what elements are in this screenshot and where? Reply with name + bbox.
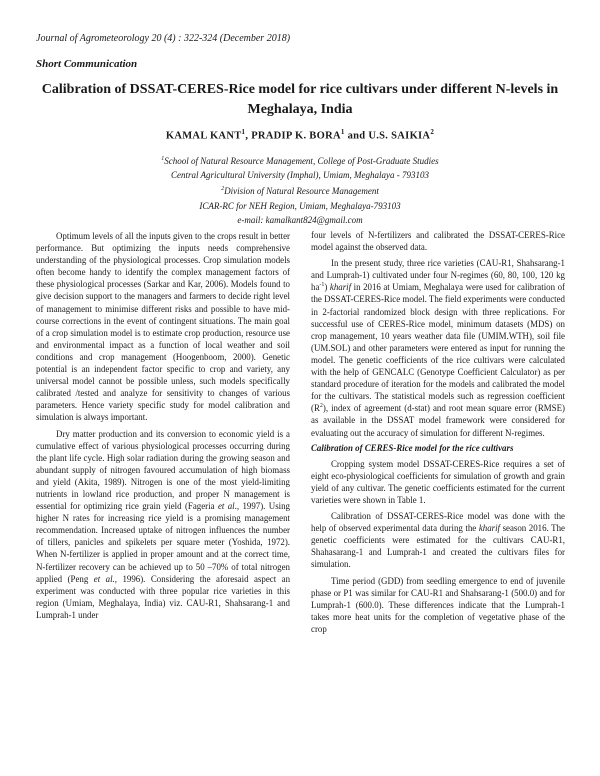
affil-marker: 2 bbox=[221, 186, 225, 193]
italic-run: kharif bbox=[329, 282, 352, 293]
author-affil-marker: 2 bbox=[430, 128, 435, 136]
author-name: KAMAL KANT bbox=[165, 130, 242, 142]
journal-citation: Journal of Agrometeorology 20 (4) : 322-324 (December 2018) bbox=[36, 33, 291, 44]
affiliation-line bbox=[60, 152, 540, 168]
text-run: ) bbox=[324, 282, 330, 293]
italic-run: et al. bbox=[93, 573, 115, 584]
paragraph: four levels of N-fertilizers and calibrated the DSSAT-CERES-Rice model against the observed data. bbox=[311, 230, 565, 253]
paragraph: Optimum levels of all the inputs given to the crops result in better performance. But optimizing the inputs needs comprehensive understanding of the physiological processes. Crop simulation models often become handy to identify the complex management factors of these physiological processes (Sarkar and Kar, 2006). Models found to give decision support to the managers and farmers to decide right level of management to minimise different risks and possible to have mid-course corrections in the event of contingent situations. The main goal of a crop simulation model is to estimate crop production, resource use and environmental impact as a function of local weather and soil conditions and crop management (Hoogenboom, 2000). Genetic potential is an independent factor specific to crop and variety, any universal model cannot be possible unless, such models specifically calibrated /tested and analyze for sensitivity to changes of various parameters. Hence variety specific study for model calibration and simulation is always important. bbox=[36, 231, 290, 423]
text-run: Dry matter production and its conversion to economic yield is a cumulative effect of various physiological processes occurring during the plant life cycle. High solar radiation during the growing season and abundant supply of nitrogen favoured accumulation of high biomass and yield (Akita, 1989). Nitrogen is one of the most yield-limiting nutrients in lowland rice production, and proper N management is essential for optimizing rice grain yield (Fageria bbox=[36, 428, 290, 512]
text-run: Calibration of DSSAT-CERES-Rice model was done with the help of observed experimental data during the bbox=[311, 511, 565, 534]
paragraph bbox=[311, 257, 565, 438]
paper-title: Calibration of DSSAT-CERES-Rice model for rice cultivars under different N-levels in Meghalaya, India bbox=[41, 82, 559, 117]
italic-run: kharif bbox=[478, 523, 501, 534]
paragraph bbox=[311, 510, 565, 570]
text-run: In the present study, three rice varieties (CAU-R1, Shahsarang-1 and Lumprah-1) cultivated under four N-regimes (60, 80, 100, 120 kg ha bbox=[311, 258, 565, 293]
affil-text: Division of Natural Resource Management bbox=[224, 186, 379, 197]
affiliation-line: ICAR-RC for NEH Region, Umiam, Meghalaya-793103 bbox=[199, 200, 401, 211]
author-name: U.S. SAIKIA bbox=[368, 130, 431, 142]
paragraph: Cropping system model DSSAT-CERES-Rice requires a set of eight eco-physiological coefficients for simulation of growth and grain yield of any cultivar. The genetic coefficients estimated for the current varieties were shown in Table 1. bbox=[311, 458, 565, 505]
text-run: ), index of agreement (d-stat) and root mean square error (RMSE) as available in the DSSAT model framework were considered for evaluating out the accuracy of simulation for different N-regimes. bbox=[311, 403, 565, 438]
affil-text: School of Natural Resource Management, College of Post-Graduate Studies bbox=[164, 156, 439, 166]
affiliations bbox=[60, 152, 540, 227]
affil-marker: 1 bbox=[161, 156, 165, 162]
author-name: PRADIP K. BORA bbox=[251, 130, 341, 142]
email-line: e-mail: kamalkant824@gmail.com bbox=[237, 214, 363, 225]
text-run: , 1996). Considering the aforesaid aspect an experiment was conducted with three popular rice varieties in this region (Umiam, Meghalaya, India) viz. CAU-R1, Shahsarang-1 and Lumprah-1 under bbox=[36, 573, 291, 620]
italic-run: et al bbox=[217, 501, 235, 512]
author-list bbox=[36, 128, 564, 142]
affiliation-line: Central Agricultural University (Imphal), Umiam, Meghalaya - 793103 bbox=[170, 170, 430, 181]
text-run: in 2016 at Umiam, Meghalaya were used for calibration of the DSSAT-CERES-Rice model. The field experiments were conducted in 2-factorial randomized block design with three replications. For successful use of CERES-Rice model, minimum datasets (MDS) on crop management, 10 years weather data file (UMIM.WTH), soil file (UM.SOL) and other parameters were entered as input for running the model. The genetic coefficients of the rice cultivars were calculated with the help of GENCALC (Genotype Coefficient Calculator) as per standard procedure of iteration for the models and calibrated the model for the cultivars. The statistical models such as regression coefficient (R bbox=[311, 282, 565, 414]
body-column-right bbox=[311, 229, 565, 635]
section-subheading: Calibration of CERES-Rice model for the rice cultivars bbox=[311, 442, 514, 453]
body-column-left bbox=[36, 230, 290, 621]
paragraph: Time period (GDD) from seedling emergence to end of juvenile phase or P1 was similar for CAU-R1 and Shahsarang-1 (500.0) and for Lumprah-1 (600.0). These differences indicate that the Lumprah-1 takes more heat units for the completion of vegetative phase of the crop bbox=[311, 575, 565, 634]
author-separator: and bbox=[344, 130, 369, 142]
author-separator: , bbox=[245, 130, 252, 142]
superscript: -1 bbox=[319, 282, 325, 289]
affiliation-line bbox=[60, 182, 540, 198]
superscript: 2 bbox=[319, 403, 323, 410]
paragraph bbox=[36, 428, 290, 622]
author-affil-marker: 1 bbox=[340, 128, 345, 136]
author-affil-marker: 1 bbox=[241, 128, 246, 136]
section-label: Short Communication bbox=[36, 58, 138, 70]
text-run: ., 1997). Using higher N rates for increasing rice yield is a promising management recommendation. Increased uptake of nitrogen influences the number of tillers, panicles and spikelets per square meter (Yoshida, 1972). When N-fertilizer is applied in proper amount and at the correct time, N-fertilizer recovery can be achieved up to 50 –70% of total nitrogen applied (Peng bbox=[36, 501, 290, 584]
text-run: season 2016. The genetic coefficients were estimated for the cultivars CAU-R1, Shahasarang-1 and Lumprah-1 and created the cultivars files for simulation. bbox=[311, 523, 565, 570]
